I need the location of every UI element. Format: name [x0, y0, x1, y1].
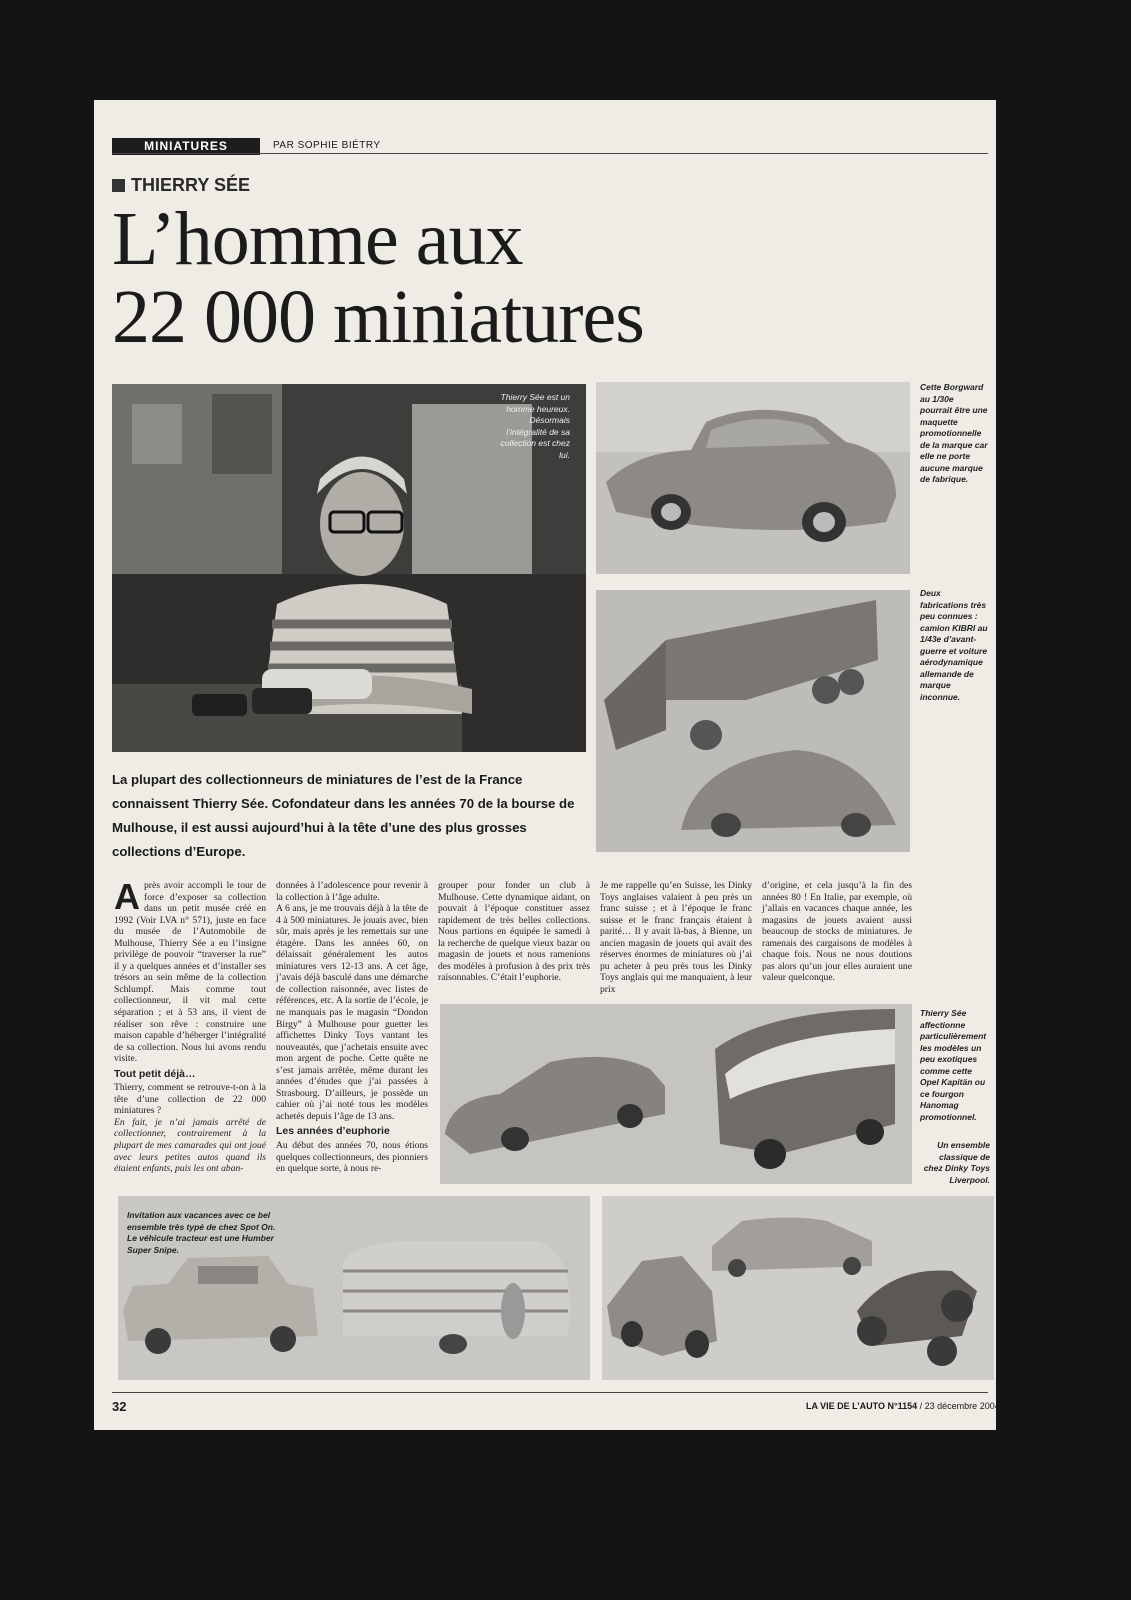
kibri-photo — [596, 590, 910, 852]
body-column-3 — [438, 880, 590, 984]
kicker-text: THIERRY SÉE — [131, 175, 251, 195]
body-column-1 — [114, 876, 266, 1175]
portrait-caption: Thierry Sée est un homme heureux. Désormais l’intégralité de sa collection est chez lui. — [500, 392, 570, 460]
interview-answer-start: En fait, je n’ai jamais arrêté de collectionner, contrairement à la plupart de mes camarades qui ont joué avec leurs petites autos quand ils étaient enfants, puis les ont aban- — [114, 1116, 266, 1175]
byline: PAR SOPHIE BIÉTRY — [273, 140, 381, 151]
section-rubric: MINIATURES — [112, 138, 260, 155]
square-bullet-icon — [112, 179, 125, 192]
dinky-liverpool-photo — [602, 1196, 994, 1380]
borgward-photo — [596, 382, 910, 574]
magazine-name: LA VIE DE L’AUTO N°1154 — [806, 1401, 918, 1411]
italie-paragraph: d’origine, et cela jusqu’à la fin des années 80 ! En Italie, par exemple, où j’allais en vacances chaque année, les magasins de jouets avaient aussi beaucoup de stocks de miniatures. Je ramenais des cargaisons de modèles à chaque fois. Nous ne nous doutions pas alors qu’un jour elles auraient une valeur quelconque. — [762, 880, 912, 984]
spot-on-caption: Invitation aux vacances avec ce bel ensemble très typé de chez Spot On. Le véhicule tracteur est une Humber Super Snipe. — [127, 1210, 276, 1255]
euphorie-paragraph: Au début des années 70, nous étions quelques collectionneurs, des pionniers en quelque sorte, à nous re- — [276, 1140, 428, 1175]
interview-question: Thierry, comment se retrouve-t-on à la tête d’une collection de 22 000 miniatures ? — [114, 1082, 266, 1117]
answer-continued: données à l’adolescence pour revenir à la collection à l’âge adulte. — [276, 880, 428, 903]
body-column-5 — [762, 880, 912, 984]
borgward-caption: Cette Borgward au 1/30e pourrait être une maquette promotionnelle de la marque car elle ne porte aucune marque de fabrique. — [920, 382, 988, 484]
opel-caption: Thierry Sée affectionne particulièrement les modèles un peu exotiques comme cette Opel Kapitän ou ce fourgon Hanomag promotionnel. — [920, 1008, 987, 1122]
liverpool-caption: Un ensemble classique de chez Dinky Toys Liverpool. — [923, 1140, 990, 1185]
lede: La plupart des collectionneurs de miniatures de l’est de la France connaissent Thierry Sée. Cofondateur dans les années 70 de la bourse de Mulhouse, il est aussi aujourd’hui à la tête d’une des plus grosses collections d’Europe. — [112, 772, 575, 859]
header-rule — [112, 153, 988, 154]
footer-rule — [112, 1392, 988, 1393]
issue-date: / 23 décembre 2004 — [919, 1401, 1000, 1411]
subheading-euphorie: Les années d’euphorie — [276, 1125, 390, 1138]
subheading-tout-petit: Tout petit déjà… — [114, 1067, 196, 1080]
kicker — [112, 175, 250, 196]
opel-hanomag-photo — [440, 1004, 912, 1184]
body-column-2 — [276, 880, 428, 1175]
club-paragraph: grouper pour fonder un club à Mulhouse. Cette dynamique aidant, on pouvait à l’époque constituer assez rapidement de très belles collections. Nous partions en équipée le samedi à la recherche de quelque vieux bazar ou magasin de jouets et nous ramenions des modèles à profusion à des prix très raisonnables. C’était l’euphorie. — [438, 880, 590, 984]
intro-paragraph: près avoir accompli le tour de force d’exposer sa collection dans un petit musée créé en 1992 (Voir LVA n° 571), juste en face du musée de l’Automobile de Mulhouse, Thierry Sée a eu l’insigne privilège de pouvoir “traverser la rue” il y a quelques années et d’installer ses trésors au sein même de la collection Schlumpf. Mais comme tout collectionneur, il vit mal cette séparation ; et à 53 ans, il vient de réaliser son rêve : construire une maison capable d’héberger l’intégralité de sa collection. Nous lui avons rendu visite. — [114, 880, 266, 1065]
headline: L’homme aux 22 000 miniatures — [112, 197, 644, 359]
answer-paragraph: A 6 ans, je me trouvais déjà à la tête de 4 à 500 miniatures. Je jouais avec, bien sûr, mais après je les remettais sur une étagère. Dans les années 60, on délaissait généralement les autos miniatures vers 12-13 ans. A cet âge, j’avais déjà basculé dans une démarche de collection raisonnée, avec listes de références, etc. A la sortie de l’école, je ne manquais pas le magasin “Dondon Birgy” à Mulhouse pour guetter les affichettes Dinky Toys vantant les nouveautés, que j’achetais ensuite avec mon argent de poche. Cette quête ne s’est jamais arrêtée, même durant les années d’études que j’ai passées à Strasbourg. D’ailleurs, je possède un cahier où j’ai noté tous les modèles achetés depuis l’âge de 13 ans. — [276, 903, 428, 1122]
body-column-4 — [600, 880, 752, 995]
page-number: 32 — [112, 1399, 127, 1414]
suisse-paragraph: Je me rappelle qu’en Suisse, les Dinky Toys anglaises valaient à peu près un franc suisse ; et à l’époque le franc suisse et le franc français étaient à parité… Il y avait là-bas, à Bienne, un ancien magasin de jouets qui avait des réserves énormes de miniatures où j’ai pu acheter à peu près tous les Dinky Toys anglais qui me manquaient, à leur prix — [600, 880, 752, 995]
footer-publication — [806, 1401, 1000, 1411]
drop-cap: A — [114, 876, 140, 917]
kibri-caption: Deux fabrications très peu connues : camion KIBRI au 1/43e d’avant-guerre et voiture aérodynamique allemande de marque inconnue. — [920, 588, 988, 702]
